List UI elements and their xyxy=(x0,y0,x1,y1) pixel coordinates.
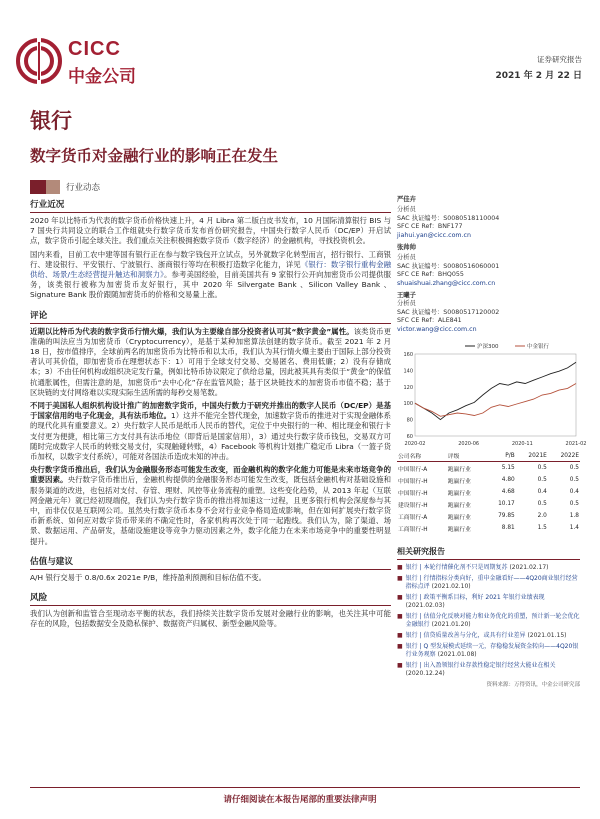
divider xyxy=(30,605,391,606)
related-report-date: (2021.01.08) xyxy=(437,651,477,659)
table-row xyxy=(397,498,580,510)
review-paragraph-2-lead: 不同于美国私人组织机构设计推广的加密数字货币，中国央行数力于研究并推出的数字人民币（DC/EP）是基于国家信用的电子化现金，具有法币地位。 xyxy=(30,401,391,421)
valuation-paragraph: A/H 银行交易于 0.8/0.6x 2021e P/B，维持盈利预测和目标估值不变。 xyxy=(30,572,267,582)
section-title-risk: 风险 xyxy=(30,593,48,604)
plot-frame xyxy=(415,354,576,436)
table-cell: 0.5 xyxy=(569,501,579,508)
related-report-title: 银行 | 政策平衡系目标，利好 2021 年银行业绩表现 xyxy=(405,594,545,602)
table-cell: 中国银行-H xyxy=(398,490,428,497)
table-cell: 2.0 xyxy=(537,513,547,520)
series-line-0 xyxy=(415,362,576,419)
related-report-title: 银行 | 估值分化反映对能力和业务优化的重塑，预计新一轮会优化金融银行 xyxy=(405,613,580,629)
table-cell: 跑赢行业 xyxy=(447,526,471,533)
table-cell: 跑赢行业 xyxy=(447,478,471,485)
related-report-text xyxy=(406,594,580,610)
related-report-date: (2021.02.03) xyxy=(405,602,445,610)
cicc-logo-icon xyxy=(16,38,62,84)
table-cell: 4.68 xyxy=(501,489,515,496)
analyst-sfc: SFC CE Ref：BNF177 xyxy=(397,223,463,231)
table-row xyxy=(397,510,580,522)
table-cell: 工商银行-A xyxy=(398,514,428,521)
related-report-text xyxy=(406,564,549,572)
analyst-role: 分析员 xyxy=(397,206,416,214)
bullet-icon: ■ xyxy=(397,613,403,621)
table-cell: 0.5 xyxy=(569,477,579,484)
legend-label: 中金银行 xyxy=(527,344,550,351)
review-paragraph-1 xyxy=(30,327,391,398)
related-report-item[interactable] xyxy=(397,594,580,610)
related-report-link[interactable]: 《银行：数字银行重构金融供给、场景/生态经营提升触达和洞察力》 xyxy=(30,259,391,280)
related-report-date: (2021.01.15) xyxy=(527,632,567,640)
related-report-text xyxy=(406,643,580,659)
table-cell: 0.5 xyxy=(537,501,547,508)
review-paragraph-3-body: 央行数字货币推出后，金融机构提供的金融服务形态可能发生改变，既包括金融机构对基础设施和服务渠道的改进，也包括对支付、存管、理财、风控等业务流程的重塑。这些变化趋势，从 2013 年起（互联网金融元年）就已经初现端倪，我们认为央行数字货币的推出将加速这一过程，且更多银行机构会深度参与其中，而非仅仅是互联网公司。虽然央行数字货币本身不会对行业竞争格局造成影响，但在如何扩展央行数字货币新系统、如何应对数字货币带来的不确定性时，各家机构再次处于同一起跑线。我们认为，除了渠道、场景、数据运用、产品研发，基础设施建设等竞争力驱动因素之外，数字化能力在未来市场竞争中的重要性明显提升。 xyxy=(30,475,391,546)
section-title-recent: 行业近况 xyxy=(30,200,65,210)
review-paragraph-1-lead: 近期以比特币为代表的数字货币行情火爆，我们认为主要缘自部分投资者认可其“数字黄金”属性。 xyxy=(30,326,354,336)
y-tick-label: 140 xyxy=(403,368,413,375)
related-report-item[interactable] xyxy=(397,564,580,572)
table-header-row xyxy=(397,450,580,462)
analyst-name: 严佳卉 xyxy=(397,196,416,203)
bullet-icon: ■ xyxy=(397,575,403,583)
related-report-text xyxy=(406,632,567,640)
sector-title: 银行 xyxy=(30,109,72,133)
review-paragraph-3-lead: 央行数字货币推出后，我们认为金融服务形态可能发生改变，而金融机构的数字化能力可能是未来市场竞争的重要因素。 xyxy=(30,465,391,485)
table-cell: 0.4 xyxy=(537,489,547,496)
related-report-date: (2020.12.24) xyxy=(405,670,445,678)
bullet-icon: ■ xyxy=(397,662,403,670)
table-cell: 1.8 xyxy=(569,513,579,520)
table-header-cell: P/B xyxy=(505,452,515,459)
related-report-item[interactable] xyxy=(397,575,580,591)
table-row xyxy=(397,474,580,486)
related-report-text xyxy=(406,613,580,629)
section-title-valuation: 估值与建议 xyxy=(30,556,73,567)
table-header-cell: 2021E xyxy=(528,452,547,459)
x-tick-label: 2020-06 xyxy=(458,441,480,448)
table-cell: 中国银行-A xyxy=(398,466,428,473)
related-report-item[interactable] xyxy=(397,643,580,659)
review-paragraph-1-body: 该类货币更准确的叫法应当为加密货币（Cryptocurrency），是基于某种加密算法创建的数字货币。截至 2021 年 2 月 18 日，按市值排序，全球前两名的加密货币为比特币和以太币，我们认为其行情火爆主要由于国际上部分投资者认可其价值，即加密货币在理想状态下：1）可用于全球支付交易、交易匿名、费用低廉；2）没有存储成本；3）不由任何机构或组织决定发行量，例如比特币协议限定了供给总量，因此被其具有类似于“黄金”的保值抗通胀属性，但需注意的是，加密货币“去中心化”存在监管风险；基于区块链技术的加密货币市值不稳；基于区块链的支付网络难以实现实际生活所需的每秒交易笔数。 xyxy=(30,326,391,397)
related-report-date: (2021.02.10) xyxy=(431,583,471,591)
x-tick-label: 2020-02 xyxy=(404,441,426,448)
legend-label: 沪深300 xyxy=(477,344,499,351)
risk-paragraph: 我们认为创新和监管合至现动态平衡的状态，我们持续关注数字货币发展对金融行业的影响，也关注其中可能存在的风险，包括数据安全及隐私保护、数据资产归属权、新型金融风险等。 xyxy=(30,609,391,629)
recent-paragraph-2 xyxy=(30,250,391,301)
review-paragraph-2-body: 1）这并不能完全替代现金，加速数字货币的推进对于实现金融体系的现代化具有重要意义。2）央行数字人民币是纸币人民币的替代，定位于中央银行的一种、相比现金和银行卡支付更为便捷，相比第三方支付具有法币地位（即背后是国家信用），3）通过央行数字货币钱包，交易双方可随时完成数字人民币的转账交易支付，实现触碰转账，4）Facebook 等机构计划推广稳定币 Libra（一篮子货币加权，以数字支付系统），可能对各国法币造成未知的冲击。 xyxy=(30,411,391,462)
analyst-sac: SAC 执证编号：S0080517120002 xyxy=(397,308,500,316)
series-line-1 xyxy=(415,384,576,417)
table-cell: 5.15 xyxy=(501,465,515,472)
analyst-sac: SAC 执证编号：S0080518110004 xyxy=(397,214,500,222)
table-row xyxy=(397,522,580,534)
y-tick-label: 120 xyxy=(403,384,413,391)
x-tick-label: 2020-11 xyxy=(511,441,533,448)
table-cell: 中国银行-H xyxy=(398,478,428,485)
recent-paragraph-2b: 。参考美国经验，目前美国共有 9 家银行公开向加密货币公司提供服务，该类银行被称为加密货币友好银行，其中 2020 年 Silvergate Bank 、Silicon Valley Bank 、Signature Bank 股价跟随加密货币的价格和交易量上涨。 xyxy=(30,270,391,300)
analyst-name: 张帅帅 xyxy=(397,244,416,252)
y-tick-label: 160 xyxy=(403,352,413,359)
table-cell: 0.5 xyxy=(569,465,579,472)
bullet-icon: ■ xyxy=(397,632,403,640)
bullet-icon: ■ xyxy=(397,564,403,572)
analyst-email[interactable]: jiahui.yan@cicc.com.cn xyxy=(397,231,472,239)
tag-bar-accent xyxy=(46,180,60,194)
divider xyxy=(30,212,391,213)
analyst-card xyxy=(397,244,580,288)
analyst-email[interactable]: victor.wang@cicc.com.cn xyxy=(397,325,477,333)
tag-label: 行业动态 xyxy=(66,183,101,193)
divider xyxy=(397,559,580,560)
table-cell: 工商银行-H xyxy=(398,526,428,533)
analyst-sac: SAC 执证编号：S0080516060001 xyxy=(397,262,500,270)
logo xyxy=(16,36,186,86)
divider xyxy=(30,323,391,324)
analyst-sfc: SFC CE Ref：BHQ055 xyxy=(397,271,464,279)
analyst-sfc: SFC CE Ref：ALE841 xyxy=(397,317,462,325)
table-row xyxy=(397,486,580,498)
related-report-text xyxy=(406,575,580,591)
related-report-date: (2021.01.20) xyxy=(431,621,471,629)
table-cell: 跑赢行业 xyxy=(447,490,471,497)
related-report-title: 银行 | 行情指标分类向好，重申金融看好——4Q20商业银行经营指标点评 xyxy=(405,575,578,591)
recent-paragraph-1: 2020 年以比特币为代表的数字货币价格快速上升，4 月 Libra 第二版白皮书发布，10 月国际清算银行 BIS 与 7 国央行共同设立的联合工作组就央行数字货币发布首份研究报告，中国央行数字人民币（DC/EP）开启试点，数字货币引起全球关注。我们重点关注积极拥抱数字货币（数字经济）的金融机构，寻找投资机会。 xyxy=(30,216,391,246)
valuation-table xyxy=(397,450,580,534)
table-row xyxy=(397,462,580,475)
divider xyxy=(30,569,391,570)
table-cell: 4.80 xyxy=(501,477,515,484)
logo-en: CICC xyxy=(68,38,121,60)
related-report-title: 银行 | 出入盈领银行业存款性稳定银行经营大能业在相关 xyxy=(405,662,556,670)
footer-rule xyxy=(30,787,580,788)
table-cell: 79.85 xyxy=(498,513,515,520)
logo-cn: 中金公司 xyxy=(68,67,136,87)
y-tick-label: 60 xyxy=(406,434,413,441)
related-report-title: 银行 | Q 型发展模式延续一元，存稳稳发展资金转向——4Q20银行业务观察 xyxy=(405,643,579,659)
related-report-title: 银行 | 本轮行情催化剂不只是周期复苏 xyxy=(405,564,508,572)
table-cell: 0.4 xyxy=(569,489,579,496)
related-report-date: (2021.02.17) xyxy=(509,564,549,572)
bullet-icon: ■ xyxy=(397,594,403,602)
related-list xyxy=(397,564,580,678)
review-paragraph-3 xyxy=(30,465,391,547)
table-cell: 0.5 xyxy=(537,465,547,472)
analyst-card xyxy=(397,292,580,334)
left-column xyxy=(30,198,391,630)
performance-chart xyxy=(397,340,587,448)
page-title: 数字货币对金融行业的影响正在发生 xyxy=(30,147,279,165)
table-cell: 0.5 xyxy=(537,477,547,484)
recent-paragraph-2a: 国内来看，目前工农中建等国有银行正在参与数字钱包开立试点，另外就数字化转型而言，招行银行、工商银行、建设银行、平安银行、宁波银行、浙商银行等均在积极打造数字化能力，详见 xyxy=(30,249,391,269)
table-cell: 8.81 xyxy=(501,525,515,532)
analyst-card xyxy=(397,196,580,240)
table-header-cell: 公司名称 xyxy=(398,454,422,461)
table-cell: 1.5 xyxy=(537,525,547,532)
related-report-title: 银行 | 信贷质量改善与分化，或具有行业差异 xyxy=(405,632,526,640)
x-tick-label: 2021-02 xyxy=(565,441,587,448)
right-column xyxy=(397,196,587,690)
table-header-cell: 评级 xyxy=(447,454,460,461)
y-tick-label: 80 xyxy=(406,417,413,424)
related-report-item[interactable] xyxy=(397,613,580,629)
table-cell: 跑赢行业 xyxy=(447,466,471,473)
related-title: 相关研究报告 xyxy=(397,547,445,557)
table-body xyxy=(397,462,580,535)
table-header-cell: 2022E xyxy=(560,452,579,459)
y-tick-label: 100 xyxy=(403,401,413,408)
report-type: 证券研究报告 xyxy=(537,55,582,64)
related-report-item[interactable] xyxy=(397,662,580,678)
related-source: 资料来源：万得资讯，中金公司研究部 xyxy=(486,682,580,689)
related-report-item[interactable] xyxy=(397,632,580,640)
analyst-role: 分析员 xyxy=(397,300,416,308)
table-cell: 跑赢行业 xyxy=(447,502,471,509)
table-cell: 10.17 xyxy=(498,501,515,508)
related-report-text xyxy=(406,662,580,678)
table-cell: 1.4 xyxy=(569,525,579,532)
analyst-role: 分析员 xyxy=(397,254,416,262)
analyst-email[interactable]: shuaishuai.zhang@cicc.com.cn xyxy=(397,279,496,287)
footer-notice: 请仔细阅读在本报告尾部的重要法律声明 xyxy=(223,795,377,805)
table-cell: 跑赢行业 xyxy=(447,514,471,521)
section-title-review: 评论 xyxy=(30,310,48,321)
report-date: 2021 年 2 月 22 日 xyxy=(495,71,582,81)
table-cell: 建设银行-H xyxy=(398,502,428,509)
review-paragraph-2 xyxy=(30,401,391,462)
analyst-name: 王曦子 xyxy=(397,292,416,300)
chart-svg xyxy=(397,340,587,448)
bullet-icon: ■ xyxy=(397,643,403,651)
